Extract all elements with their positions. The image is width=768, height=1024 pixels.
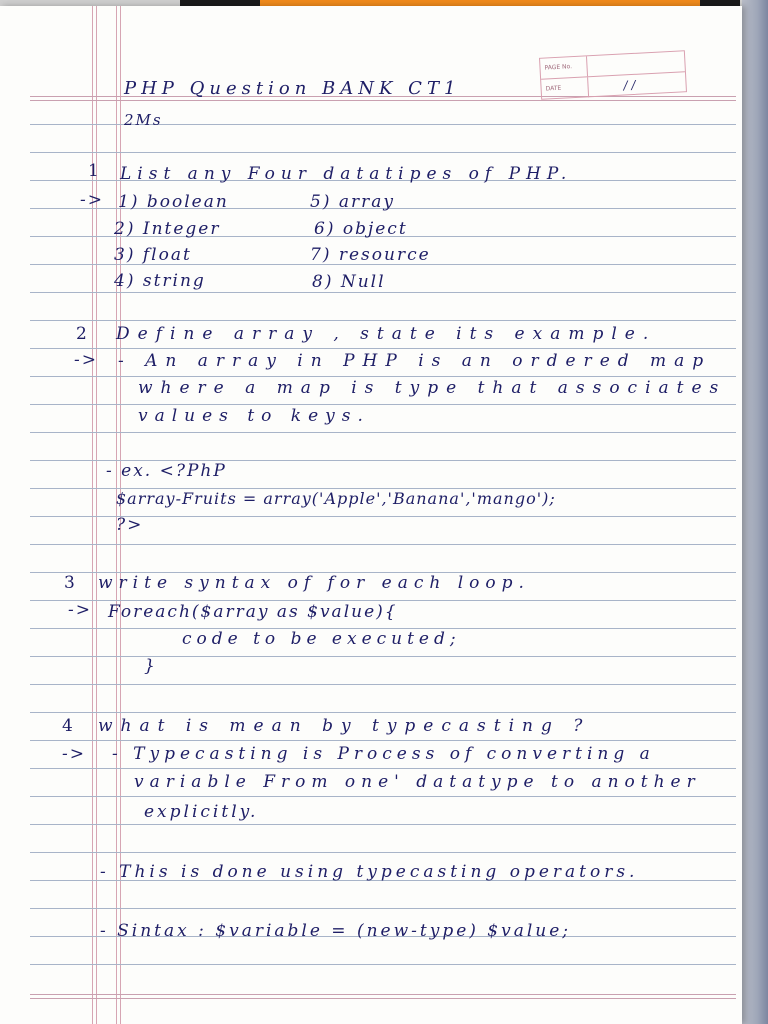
ruled-line — [30, 152, 736, 153]
answer-arrow: -> — [68, 600, 92, 620]
answer-line: - Sintax : $variable = (new-type) $value; — [100, 921, 572, 941]
list-item: 5) array — [310, 192, 395, 212]
ruled-line — [30, 796, 736, 797]
answer-line: values to keys. — [138, 406, 370, 426]
code-line: Foreach($array as $value){ — [108, 602, 398, 622]
list-item: 2) Integer — [114, 219, 221, 239]
ruled-line — [30, 740, 736, 741]
ruled-line — [30, 404, 736, 405]
ruled-line — [30, 544, 736, 545]
code-line: $array-Fruits = array('Apple','Banana','mango'); — [116, 489, 556, 508]
question-text: write syntax of for each loop. — [98, 573, 530, 593]
list-item: 7) resource — [310, 245, 431, 265]
ruled-line — [30, 292, 736, 293]
ruled-line — [30, 600, 736, 601]
list-item: 8) Null — [312, 272, 386, 292]
question-number: 1 — [88, 161, 101, 181]
ruled-line — [30, 320, 736, 321]
answer-line: - Typecasting is Process of converting a — [112, 744, 655, 764]
notebook-edge — [742, 0, 768, 1024]
question-text: Define array , state its example. — [116, 324, 657, 344]
marks-label: 2Ms — [124, 111, 163, 129]
page-title: PHP Question BANK CT1 — [124, 78, 461, 99]
margin-line — [96, 6, 97, 1024]
page-no-label: PAGE No. — [544, 63, 573, 72]
ruled-line — [30, 376, 736, 377]
ruled-line — [30, 908, 736, 909]
notebook-page — [0, 6, 742, 1024]
question-number: 3 — [64, 573, 77, 593]
date-value: / / — [623, 77, 636, 93]
margin-line — [92, 6, 93, 1024]
page-date-box — [539, 50, 687, 100]
ruled-line — [30, 684, 736, 685]
answer-arrow: -> — [74, 350, 98, 370]
ruled-line — [30, 994, 736, 999]
ruled-line — [30, 824, 736, 825]
ruled-line — [30, 712, 736, 713]
answer-line: explicitly. — [144, 802, 259, 822]
answer-arrow: -> — [62, 744, 86, 764]
ruled-line — [30, 656, 736, 657]
list-item: 6) object — [314, 219, 408, 239]
ruled-line — [30, 852, 736, 853]
ruled-line — [30, 432, 736, 433]
code-line: } — [144, 656, 157, 676]
list-item: 4) string — [114, 271, 206, 291]
answer-line: - This is done using typecasting operators. — [100, 862, 639, 882]
date-label: DATE — [545, 84, 562, 93]
answer-line: where a map is type that associates — [138, 378, 727, 398]
ruled-line — [30, 964, 736, 965]
list-item: 1) boolean — [118, 192, 229, 212]
code-line: code to be executed; — [182, 629, 461, 649]
code-line: - ex. <?PhP — [106, 461, 227, 481]
question-number: 2 — [76, 324, 89, 344]
ruled-line — [30, 348, 736, 349]
answer-line: variable From one' datatype to another — [134, 772, 701, 792]
question-text: List any Four datatipes of PHP. — [120, 164, 573, 184]
ruled-line — [30, 768, 736, 769]
answer-arrow: -> — [80, 190, 104, 210]
answer-line: - An array in PHP is an ordered map — [118, 351, 712, 371]
list-item: 3) float — [114, 245, 192, 265]
question-text: what is mean by typecasting ? — [98, 716, 591, 736]
code-line: ?> — [116, 515, 144, 535]
question-number: 4 — [62, 716, 75, 736]
